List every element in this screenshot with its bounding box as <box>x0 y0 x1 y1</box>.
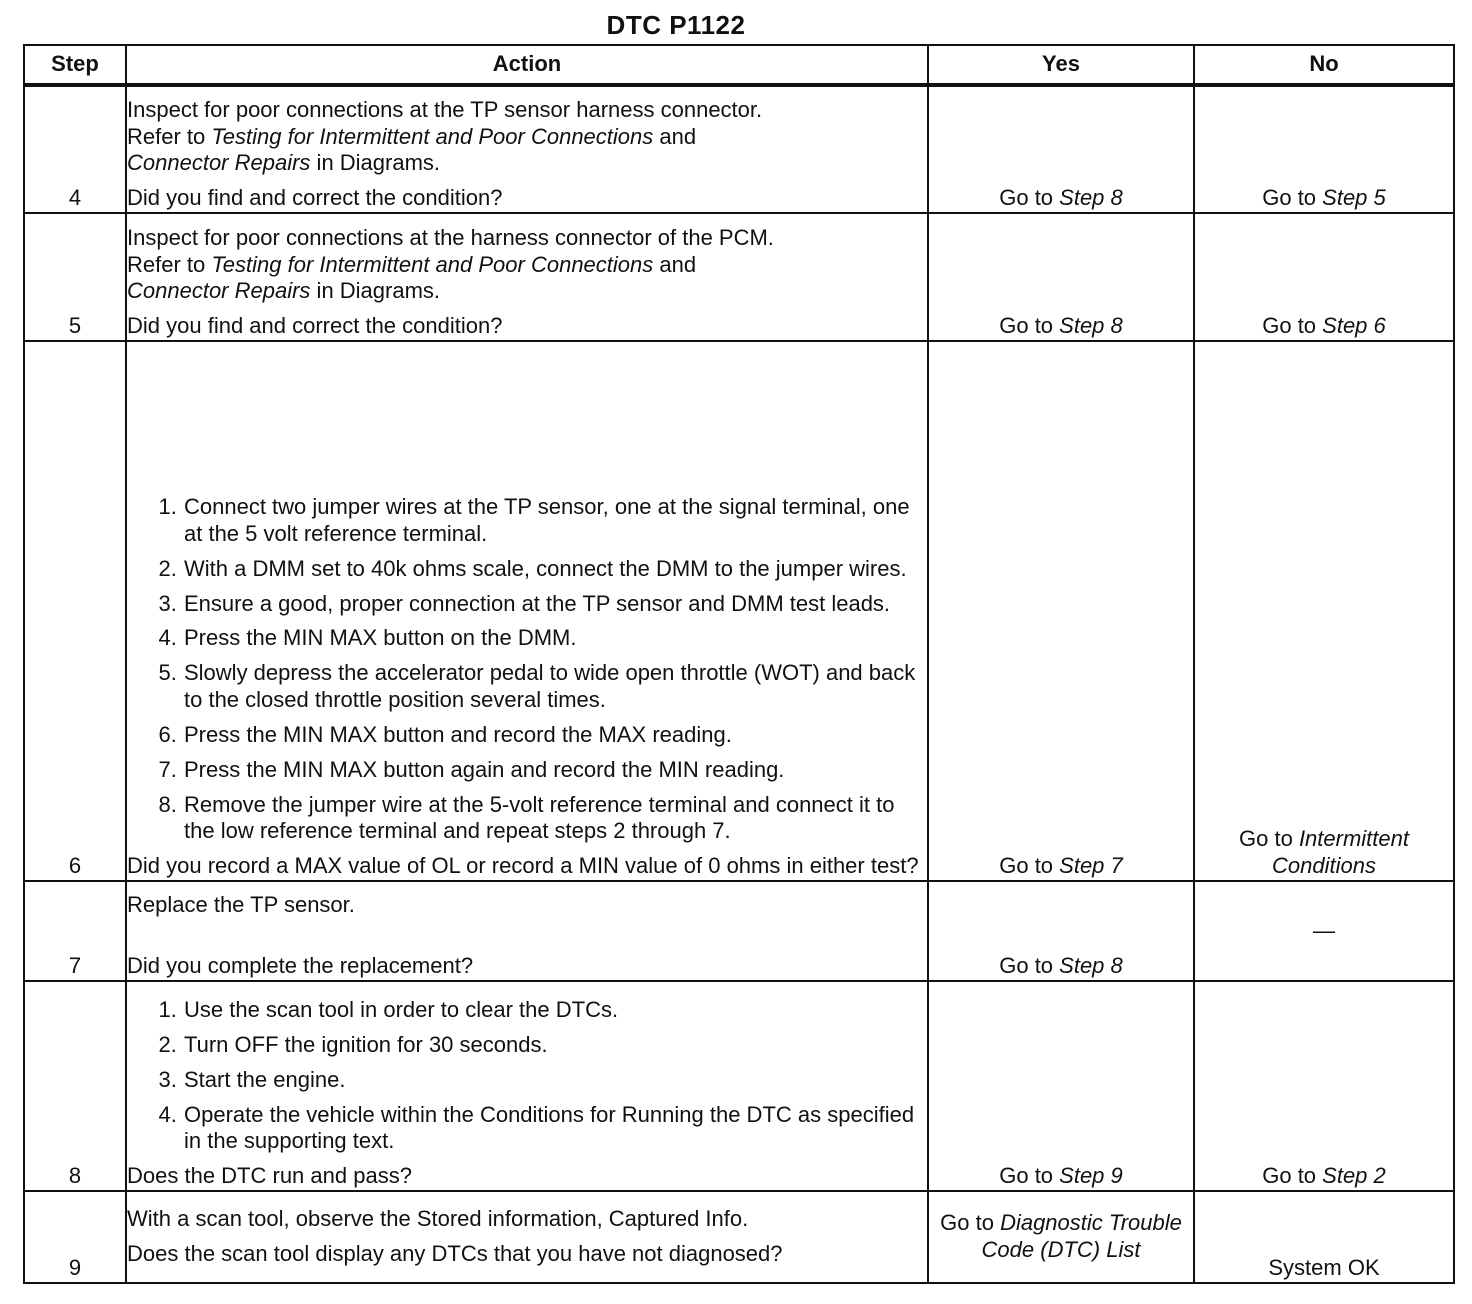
action-question: Did you find and correct the condition? <box>127 313 503 339</box>
column-header-yes: Yes <box>928 45 1194 85</box>
action-cell <box>126 881 928 981</box>
yes-cell: Go to Step 8 <box>928 85 1194 213</box>
action-question: Did you complete the replacement? <box>127 953 474 979</box>
no-cell: Go to Step 5 <box>1194 85 1454 213</box>
procedure-list <box>127 494 927 845</box>
no-cell: System OK <box>1194 1191 1454 1283</box>
no-reference: Intermittent Conditions <box>1272 826 1409 879</box>
step-number: 6 <box>24 341 126 881</box>
table-header-row <box>24 45 1454 85</box>
step-number: 4 <box>24 85 126 213</box>
list-item: 3. Start the engine. <box>183 1067 927 1094</box>
action-question: Does the DTC run and pass? <box>127 1163 412 1189</box>
yes-cell: Go to Step 7 <box>928 341 1194 881</box>
action-text: Inspect for poor connections at the harness connector of the PCM. Refer to Testing for Intermittent and Poor Connections and Connector Repairs in Diagrams. <box>127 224 774 304</box>
list-item: 3. Ensure a good, proper connection at the TP sensor and DMM test leads. <box>183 591 927 618</box>
page-title: DTC P1122 <box>606 10 746 40</box>
yes-cell: Go to Diagnostic Trouble Code (DTC) List <box>928 1191 1194 1283</box>
no-reference: Step 6 <box>1322 313 1386 339</box>
table-row-step-4 <box>24 85 1454 213</box>
yes-cell: Go to Step 8 <box>928 213 1194 341</box>
action-question: Did you find and correct the condition? <box>127 185 503 211</box>
diagnostic-table <box>23 44 1455 1284</box>
yes-reference: Step 7 <box>1059 853 1123 879</box>
step-number: 8 <box>24 981 126 1191</box>
action-text: Inspect for poor connections at the TP sensor harness connector. Refer to Testing for Intermittent and Poor Connections and Connector Repairs in Diagrams. <box>127 96 763 176</box>
step-number: 7 <box>24 881 126 981</box>
list-item: 1. Connect two jumper wires at the TP sensor, one at the signal terminal, one at the 5 volt reference terminal. <box>183 494 927 548</box>
reference-link: Connector Repairs <box>127 278 311 304</box>
yes-cell: Go to Step 9 <box>928 981 1194 1191</box>
list-item: 8. Remove the jumper wire at the 5-volt reference terminal and connect it to the low reference terminal and repeat steps 2 through 7. <box>183 792 927 846</box>
procedure-list <box>127 997 927 1155</box>
reference-link: Testing for Intermittent and Poor Connections <box>211 123 654 149</box>
reference-link: Connector Repairs <box>127 150 311 176</box>
list-item: 2. With a DMM set to 40k ohms scale, connect the DMM to the jumper wires. <box>183 556 927 583</box>
action-cell <box>126 341 928 881</box>
yes-reference: Step 9 <box>1059 1163 1123 1189</box>
list-item: 4. Operate the vehicle within the Conditions for Running the DTC as specified in the supporting text. <box>183 1102 927 1156</box>
no-cell: — <box>1194 881 1454 981</box>
list-item: 1. Use the scan tool in order to clear the DTCs. <box>183 997 927 1024</box>
yes-reference: Step 8 <box>1059 313 1123 339</box>
yes-reference: Step 8 <box>1059 185 1123 211</box>
no-cell: Go to Step 6 <box>1194 213 1454 341</box>
no-reference: Step 5 <box>1322 185 1386 211</box>
list-item: 2. Turn OFF the ignition for 30 seconds. <box>183 1032 927 1059</box>
action-text: Replace the TP sensor. <box>127 892 355 918</box>
yes-cell: Go to Step 8 <box>928 881 1194 981</box>
no-cell: Go to Intermittent Conditions <box>1194 341 1454 881</box>
list-item: 6. Press the MIN MAX button and record the MAX reading. <box>183 722 927 749</box>
action-question: Did you record a MAX value of OL or record a MIN value of 0 ohms in either test? <box>127 853 919 879</box>
list-item: 4. Press the MIN MAX button on the DMM. <box>183 625 927 652</box>
list-item: 7. Press the MIN MAX button again and record the MIN reading. <box>183 757 927 784</box>
step-number: 5 <box>24 213 126 341</box>
action-text: With a scan tool, observe the Stored information, Captured Info. <box>127 1206 749 1232</box>
reference-link: Testing for Intermittent and Poor Connections <box>211 251 654 277</box>
list-item: 5. Slowly depress the accelerator pedal to wide open throttle (WOT) and back to the closed throttle position several times. <box>183 660 927 714</box>
yes-reference: Step 8 <box>1059 953 1123 979</box>
action-cell <box>126 1191 928 1283</box>
table-row-step-6 <box>24 341 1454 881</box>
action-question: Does the scan tool display any DTCs that you have not diagnosed? <box>127 1241 783 1266</box>
action-cell <box>126 981 928 1191</box>
table-row-step-8 <box>24 981 1454 1191</box>
step-number: 9 <box>24 1191 126 1283</box>
action-cell <box>126 213 928 341</box>
column-header-no: No <box>1194 45 1454 85</box>
column-header-action: Action <box>126 45 928 85</box>
column-header-step: Step <box>24 45 126 85</box>
no-reference: Step 2 <box>1322 1163 1386 1189</box>
yes-reference: Diagnostic Trouble Code (DTC) List <box>981 1210 1182 1262</box>
table-row-step-7 <box>24 881 1454 981</box>
table-row-step-9 <box>24 1191 1454 1283</box>
action-cell <box>126 85 928 213</box>
no-cell: Go to Step 2 <box>1194 981 1454 1191</box>
table-row-step-5 <box>24 213 1454 341</box>
